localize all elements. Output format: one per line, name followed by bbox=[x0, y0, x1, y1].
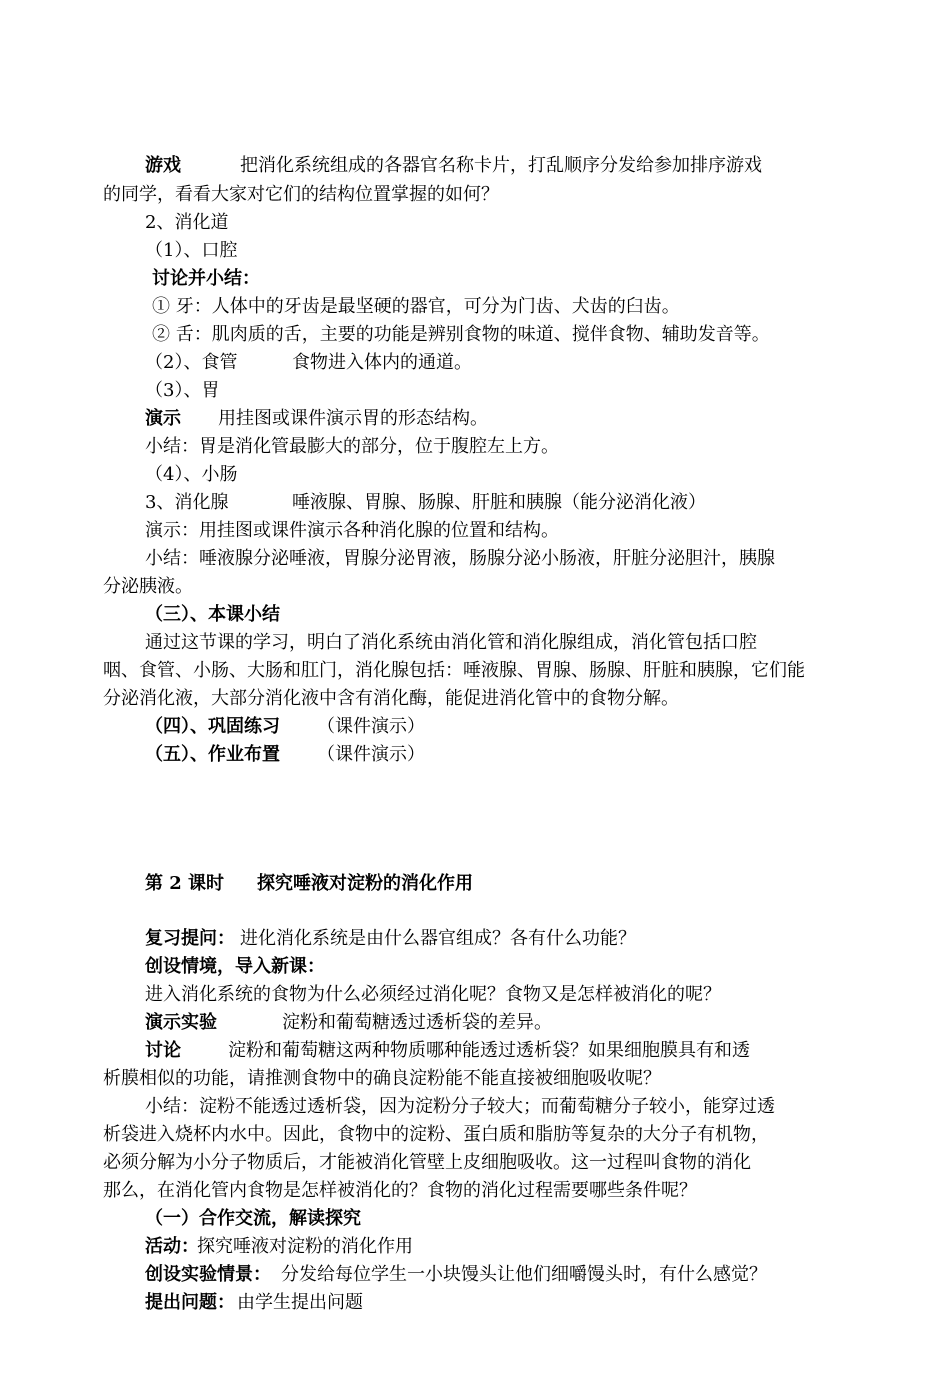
experiment-line bbox=[0, 1009, 950, 1037]
review-line bbox=[0, 925, 950, 953]
review-label: 复习提问： bbox=[145, 928, 235, 949]
summary-heading-line bbox=[0, 601, 950, 629]
discuss2-text-1: 淀粉和葡萄糖这两种物质哪种能透过透析袋？如果细胞膜具有和透 bbox=[228, 1040, 750, 1061]
teeth-text: ① 牙：人体中的牙齿是最坚硬的器官，可分为门齿、犬齿的臼齿。 bbox=[152, 296, 680, 317]
exp-scenario-line bbox=[0, 1261, 950, 1289]
mouth-line bbox=[0, 237, 950, 265]
intestine-line bbox=[0, 461, 950, 489]
glands-demo-line bbox=[0, 517, 950, 545]
summary-line-3 bbox=[0, 685, 950, 713]
experiment-text: 淀粉和葡萄糖透过透析袋的差异。 bbox=[282, 1012, 552, 1033]
stomach-summary: 小结：胃是消化管最膨大的部分，位于腹腔左上方。 bbox=[145, 436, 559, 457]
discuss-line bbox=[0, 265, 950, 293]
lesson-title: 探究唾液对淀粉的消化作用 bbox=[257, 873, 473, 894]
glands-demo: 演示：用挂图或课件演示各种消化腺的位置和结构。 bbox=[145, 520, 559, 541]
game-text: 把消化系统组成的各器官名称卡片，打乱顺序分发给参加排序游戏 bbox=[240, 155, 762, 176]
esophagus-text: 食物进入体内的通道。 bbox=[292, 352, 472, 373]
tract-heading: 2、消化道 bbox=[145, 212, 229, 233]
summary2-line-1 bbox=[0, 1093, 950, 1121]
demo-text: 用挂图或课件演示胃的形态结构。 bbox=[218, 408, 488, 429]
coop-heading-line bbox=[0, 1205, 950, 1233]
discuss2-line-1 bbox=[0, 1037, 950, 1065]
summary-heading: （三）、本课小结 bbox=[145, 604, 280, 625]
homework-line bbox=[0, 741, 950, 769]
practice-line bbox=[0, 713, 950, 741]
question-label: 提出问题： bbox=[145, 1292, 235, 1313]
esophagus-label: （2）、食管 bbox=[145, 352, 238, 373]
demo-line bbox=[0, 405, 950, 433]
summary2-line-2 bbox=[0, 1121, 950, 1149]
lesson-label: 第 2 课时 bbox=[145, 873, 225, 894]
teeth-line bbox=[0, 293, 950, 321]
summary2-line-4 bbox=[0, 1177, 950, 1205]
game-line bbox=[0, 152, 950, 180]
discuss2-label: 讨论 bbox=[145, 1040, 181, 1061]
stomach-line bbox=[0, 377, 950, 405]
summary-text-3: 分泌消化液，大部分消化液中含有消化酶，能促进消化管中的食物分解。 bbox=[103, 688, 679, 709]
discuss2-text-2: 析膜相似的功能，请推测食物中的确良淀粉能不能直接被细胞吸收呢？ bbox=[103, 1068, 661, 1089]
glands-summary-cont-line bbox=[0, 573, 950, 601]
summary2-text-2: 析袋进入烧杯内水中。因此，食物中的淀粉、蛋白质和脂肪等复杂的大分子有机物， bbox=[103, 1124, 769, 1145]
game-line-cont bbox=[0, 181, 950, 209]
summary2-text-4: 那么，在消化管内食物是怎样被消化的？食物的消化过程需要哪些条件呢？ bbox=[103, 1180, 697, 1201]
tract-heading-line bbox=[0, 209, 950, 237]
summary-text-2: 咽、食管、小肠、大肠和肛门，消化腺包括：唾液腺、胃腺、肠腺、肝脏和胰腺，它们能 bbox=[103, 660, 805, 681]
glands-line bbox=[0, 489, 950, 517]
esophagus-line bbox=[0, 349, 950, 377]
glands-summary: 小结：唾液腺分泌唾液，胃腺分泌胃液，肠腺分泌小肠液，肝脏分泌胆汁，胰腺 bbox=[145, 548, 775, 569]
summary2-text-3: 必须分解为小分子物质后，才能被消化管壁上皮细胞吸收。这一过程叫食物的消化 bbox=[103, 1152, 751, 1173]
game-text-cont: 的同学，看看大家对它们的结构位置掌握的如何？ bbox=[103, 184, 499, 205]
intestine-heading: （4）、小肠 bbox=[145, 464, 238, 485]
coop-heading: （一）合作交流，解读探究 bbox=[145, 1208, 361, 1229]
exp-scenario-label: 创设实验情景： bbox=[145, 1264, 271, 1285]
glands-summary-cont: 分泌胰液。 bbox=[103, 576, 193, 597]
discuss2-line-2 bbox=[0, 1065, 950, 1093]
practice-heading: （四）、巩固练习 bbox=[145, 716, 280, 737]
tongue-text: ② 舌：肌肉质的舌，主要的功能是辨别食物的味道、搅伴食物、辅助发音等。 bbox=[152, 324, 770, 345]
summary-line-1 bbox=[0, 629, 950, 657]
homework-note: （课件演示） bbox=[317, 744, 425, 765]
demo-label: 演示 bbox=[145, 408, 181, 429]
summary2-text-1: 小结：淀粉不能透过透析袋，因为淀粉分子较大；而葡萄糖分子较小，能穿过透 bbox=[145, 1096, 775, 1117]
summary2-line-3 bbox=[0, 1149, 950, 1177]
summary-line-2 bbox=[0, 657, 950, 685]
game-label: 游戏 bbox=[145, 155, 181, 176]
discuss-label: 讨论并小结： bbox=[152, 268, 260, 289]
scenario-line bbox=[0, 981, 950, 1009]
lesson-title-line bbox=[0, 870, 950, 898]
activity-label: 活动： bbox=[145, 1236, 199, 1257]
scenario-heading-line bbox=[0, 953, 950, 981]
stomach-heading: （3）、胃 bbox=[145, 380, 220, 401]
question-line bbox=[0, 1289, 950, 1317]
glands-label: 3、消化腺 bbox=[145, 492, 229, 513]
tongue-line bbox=[0, 321, 950, 349]
stomach-summary-line bbox=[0, 433, 950, 461]
scenario-text: 进入消化系统的食物为什么必须经过消化呢？食物又是怎样被消化的呢？ bbox=[145, 984, 721, 1005]
homework-heading: （五）、作业布置 bbox=[145, 744, 280, 765]
summary-text-1: 通过这节课的学习，明白了消化系统由消化管和消化腺组成，消化管包括口腔 bbox=[145, 632, 757, 653]
experiment-label: 演示实验 bbox=[145, 1012, 217, 1033]
exp-scenario-text: 分发给每位学生一小块馒头让他们细嚼馒头时，有什么感觉？ bbox=[281, 1264, 767, 1285]
glands-text: 唾液腺、胃腺、肠腺、肝脏和胰腺（能分泌消化液） bbox=[292, 492, 706, 513]
mouth-heading: （1）、口腔 bbox=[145, 240, 238, 261]
question-text: 由学生提出问题 bbox=[237, 1292, 363, 1313]
practice-note: （课件演示） bbox=[317, 716, 425, 737]
scenario-heading: 创设情境，导入新课： bbox=[145, 956, 325, 977]
activity-text: 探究唾液对淀粉的消化作用 bbox=[197, 1236, 413, 1257]
glands-summary-line bbox=[0, 545, 950, 573]
review-text: 进化消化系统是由什么器官组成？各有什么功能？ bbox=[240, 928, 636, 949]
activity-line bbox=[0, 1233, 950, 1261]
